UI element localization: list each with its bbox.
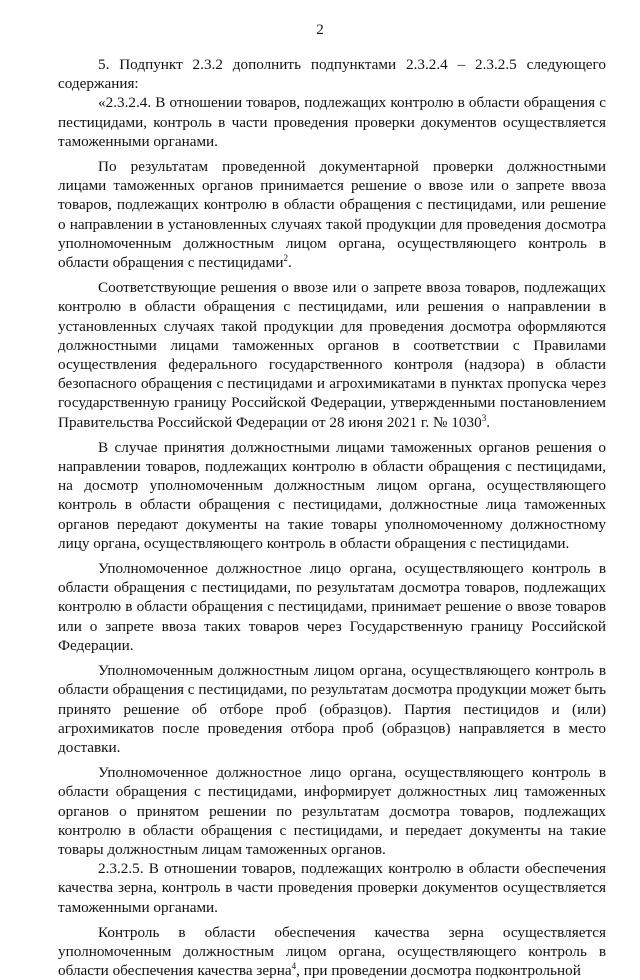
paragraph-authorized-decision: Уполномоченное должностное лицо органа, осуществляющего контроль в области обращения с пестицидами, по результатам досмотра товаров, подлежащих контролю в области обращения с пестицидами, принимает решение о ввозе товаров или о запрете ввоза таких товаров через Государственную границу Российской Федерации. [58, 560, 606, 654]
paragraph-documentary-check: По результатам проведенной документарной проверки должностными лицами таможенных органов принимается решение о ввозе или о запрете ввоза товаров, подлежащих контролю в области обращения с пестицидами, или решение о направлении в установленных случаях такой продукции для проведения досмотра уполномоченным должностным лицом органа, осуществляющего контроль в области обращения с пестицидами$^2$. [58, 158, 606, 272]
footnote-ref-2: 2 [283, 252, 288, 263]
paragraph-decisions: Соответствующие решения о ввозе или о запрете ввоза товаров, подлежащих контролю в области обращения с пестицидами, или решения о направлении в установленных случаях такой продукции для проведения досмотра оформляются должностными лицами таможенных органов в соответствии с Правилами осуществления федерального государственного контроля (надзора) в области безопасного обращения с пестицидами и агрохимикатами в пунктах пропуска через государственную границу Российской Федерации, утвержденными постановлением Правительства Российской Федерации от 28 июня 2021 г. № 1030$^3$. [58, 279, 606, 431]
paragraph-amendment-intro: 5. Подпункт 2.3.2 дополнить подпунктами 2.3.2.4 – 2.3.2.5 следующего содержания: [58, 56, 606, 93]
paragraph-grain-quality: Контроль в области обеспечения качества зерна осуществляется уполномоченным должностным лицом органа, осуществляющего контроль в области обеспечения качества зерна$^4$, при проведении досмотра подконтрольной [58, 923, 606, 980]
paragraph-2-3-2-4: «2.3.2.4. В отношении товаров, подлежащих контролю в области обращения с пестицидами, контроль в части проведения проверки документов осуществляется таможенными органами. [58, 94, 606, 150]
paragraph-informing: Уполномоченное должностное лицо органа, осуществляющего контроль в области обращения с пестицидами, информирует должностных лиц таможенных органов о принятом решении по результатам досмотра товаров, подлежащих контролю в области обращения с пестицидами, и передает документы на такие товары должностным лицам таможенных органов. [58, 764, 606, 858]
footnote-ref-3: 3 [481, 412, 487, 423]
paragraph-2-3-2-5: 2.3.2.5. В отношении товаров, подлежащих контролю в области обеспечения качества зерна, контроль в части проведения проверки документов осуществляется таможенными органами. [58, 860, 606, 916]
paragraph-inspection-referral: В случае принятия должностными лицами таможенных органов решения о направлении товаров, подлежащих контролю в области обращения с пестицидами, на досмотр уполномоченным должностным лицом органа, осуществляющего контроль в области обращения с пестицидами, должностные лица таможенных органов передают документы на такие товары уполномоченному должностному лицу органа, осуществляющего контроль в области обращения с пестицидами. [58, 438, 606, 552]
footnote-ref-4: 4 [291, 961, 297, 972]
page-number: 2 [316, 22, 324, 38]
document-body [58, 55, 606, 980]
paragraph-sampling: Уполномоченным должностным лицом органа, осуществляющего контроль в области обращения с пестицидами, по результатам досмотра продукции может быть принято решение об отборе проб (образцов). Партия пестицидов и (или) агрохимикатов после проведения отбора проб (образцов) направляется в место доставки. [58, 662, 606, 756]
